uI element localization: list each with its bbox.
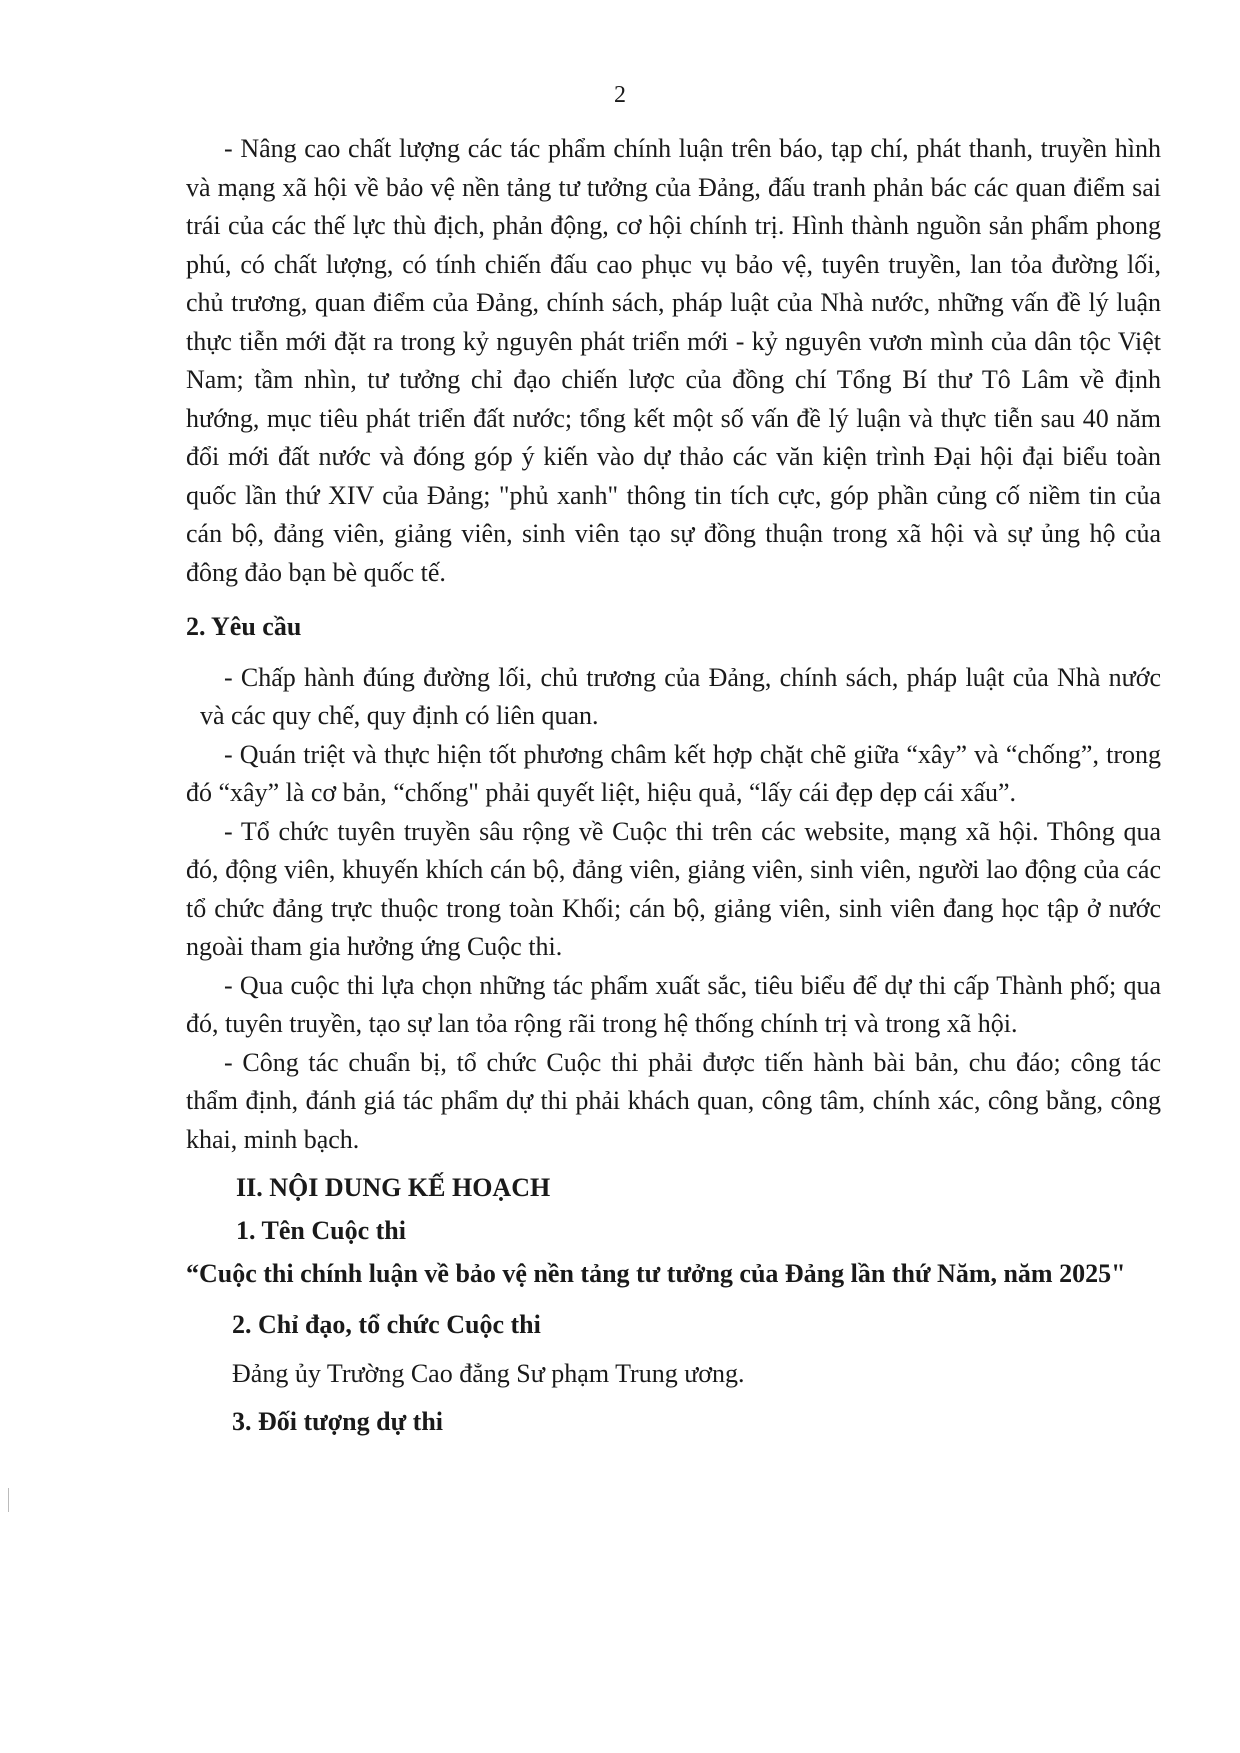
- participants-heading: 3. Đối tượng dự thi: [232, 1407, 444, 1436]
- scan-margin-mark: [8, 1488, 9, 1512]
- contest-name: “Cuộc thi chính luận về bảo vệ nền tảng tư tưởng của Đảng lần thứ Năm, năm 2025": [186, 1259, 1126, 1288]
- document-body: [186, 130, 1161, 1442]
- requirement-item: - Qua cuộc thi lựa chọn những tác phẩm xuất sắc, tiêu biểu để dự thi cấp Thành phố; qua đó, tuyên truyền, tạo sự lan tỏa rộng rãi trong hệ thống chính trị và trong xã hội.: [186, 970, 1161, 1038]
- section-ii-heading: II. NỘI DUNG KẾ HOẠCH: [236, 1173, 551, 1202]
- direction-text: Đảng ủy Trường Cao đẳng Sư phạm Trung ương.: [232, 1358, 745, 1388]
- requirements-heading: 2. Yêu cầu: [186, 612, 302, 641]
- requirement-item: - Quán triệt và thực hiện tốt phương châm kết hợp chặt chẽ giữa “xây” và “chống”, trong đó “xây” là cơ bản, “chống" phải quyết liệt, hiệu quả, “lấy cái đẹp dẹp cái xấu”.: [186, 739, 1161, 807]
- contest-name-heading: 1. Tên Cuộc thi: [236, 1215, 406, 1245]
- page-number: 2: [614, 82, 626, 108]
- intro-paragraph: - Nâng cao chất lượng các tác phẩm chính luận trên báo, tạp chí, phát thanh, truyền hình và mạng xã hội về bảo vệ nền tảng tư tưởng của Đảng, đấu tranh phản bác các quan điểm sai trái của các thế lực thù địch, phản động, cơ hội chính trị. Hình thành nguồn sản phẩm phong phú, có chất lượng, có tính chiến đấu cao phục vụ bảo vệ, tuyên truyền, lan tỏa đường lối, chủ trương, quan điểm của Đảng, chính sách, pháp luật của Nhà nước, những vấn đề lý luận thực tiễn mới đặt ra trong kỷ nguyên phát triển mới - kỷ nguyên vươn mình của dân tộc Việt Nam; tầm nhìn, tư tưởng chỉ đạo chiến lược của đồng chí Tổng Bí thư Tô Lâm về định hướng, mục tiêu phát triển đất nước; tổng kết một số vấn đề lý luận và thực tiễn sau 40 năm đổi mới đất nước và đóng góp ý kiến vào dự thảo các văn kiện trình Đại hội đại biểu toàn quốc lần thứ XIV của Đảng; "phủ xanh" thông tin tích cực, góp phần củng cố niềm tin của cán bộ, đảng viên, giảng viên, sinh viên tạo sự đồng thuận trong xã hội và sự ủng hộ của đông đảo bạn bè quốc tế.: [186, 134, 1161, 587]
- requirement-item: - Công tác chuẩn bị, tổ chức Cuộc thi phải được tiến hành bài bản, chu đáo; công tác thẩm định, đánh giá tác phẩm dự thi phải khách quan, công tâm, chính xác, công bằng, công khai, minh bạch.: [186, 1047, 1161, 1154]
- requirement-item: - Tổ chức tuyên truyền sâu rộng về Cuộc thi trên các website, mạng xã hội. Thông qua đó, động viên, khuyến khích cán bộ, đảng viên, giảng viên, sinh viên, người lao động của các tổ chức đảng trực thuộc trong toàn Khối; cán bộ, giảng viên, sinh viên đang học tập ở nước ngoài tham gia hưởng ứng Cuộc thi.: [186, 816, 1161, 961]
- requirement-item: - Chấp hành đúng đường lối, chủ trương của Đảng, chính sách, pháp luật của Nhà nước và các quy chế, quy định có liên quan.: [200, 662, 1161, 730]
- direction-heading: 2. Chỉ đạo, tổ chức Cuộc thi: [232, 1310, 541, 1339]
